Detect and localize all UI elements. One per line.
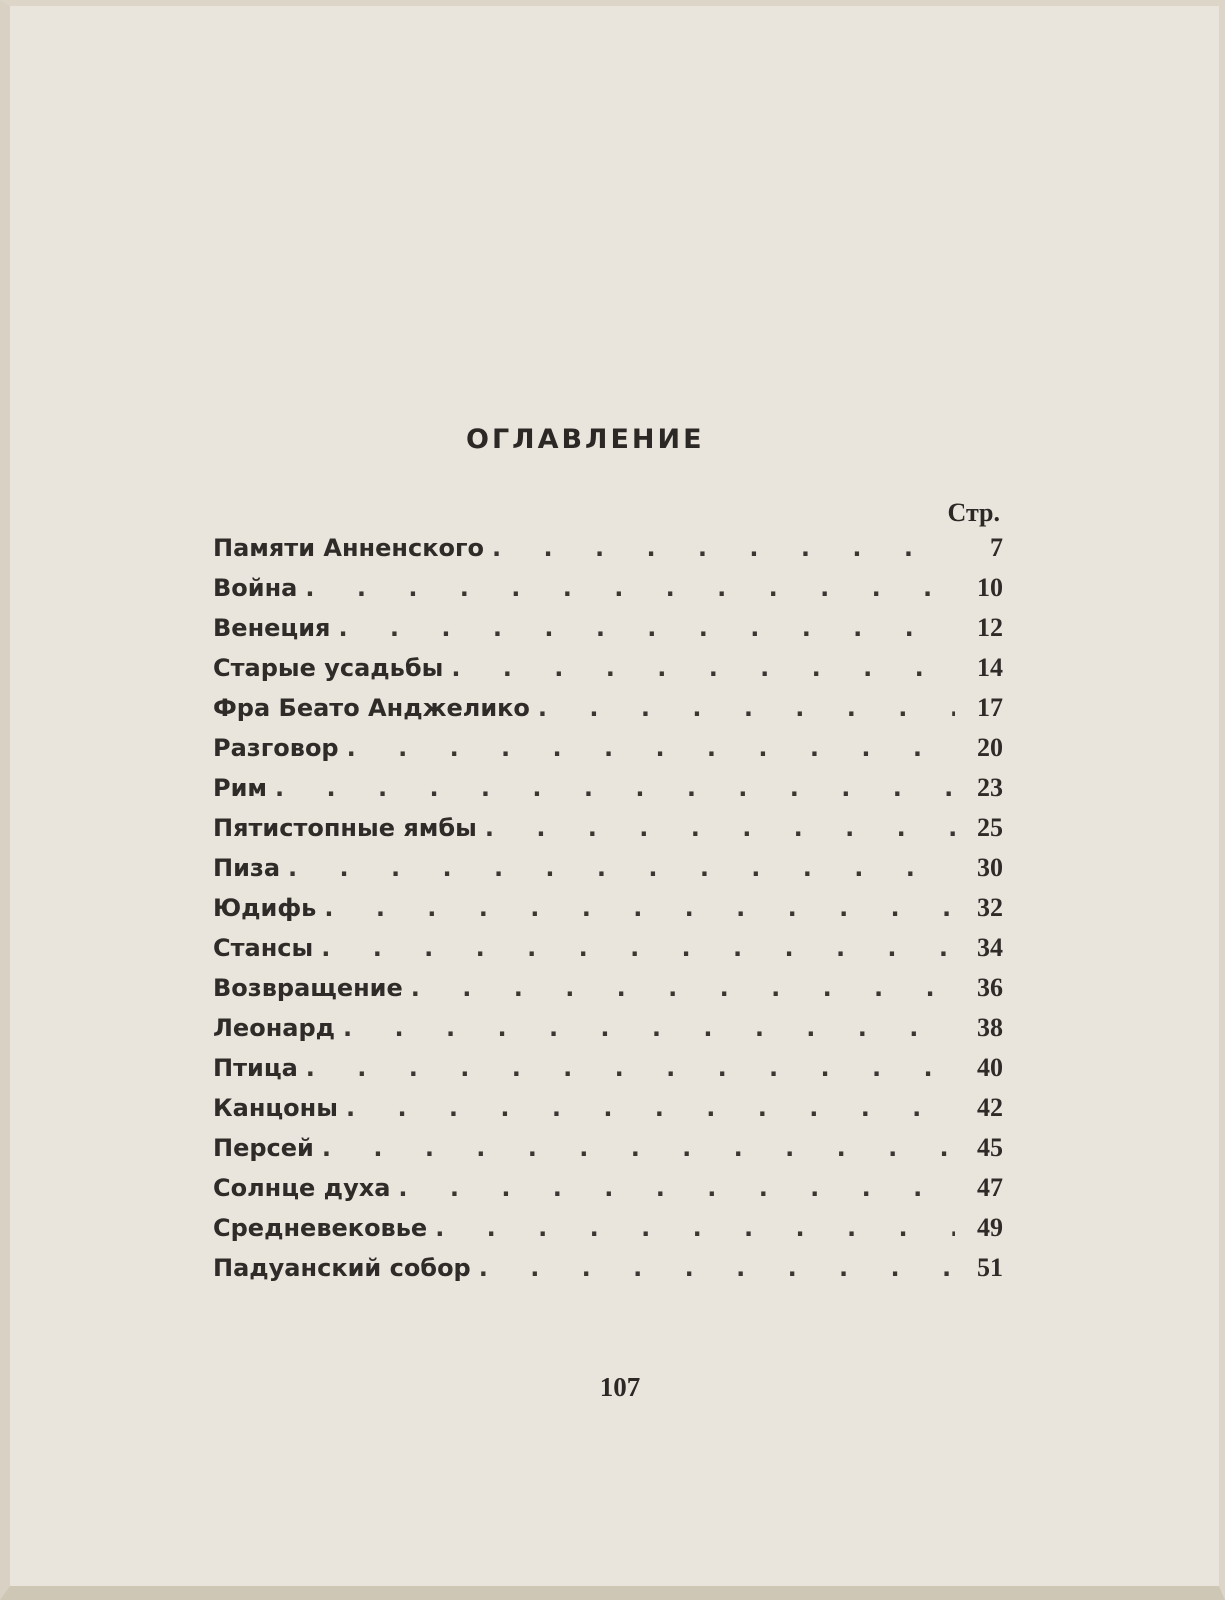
toc-entry-title: Фра Беато Анджелико <box>213 694 530 722</box>
page-column-label: Стр. <box>947 498 1000 527</box>
dot-leader <box>321 934 955 962</box>
toc-entry-page: 17 <box>977 693 1003 722</box>
toc-entry-title: Падуанский собор <box>213 1254 471 1282</box>
toc-entry <box>213 573 1003 613</box>
toc-entry-title: Разговор <box>213 734 339 762</box>
toc-entry-title: Средневековье <box>213 1214 428 1242</box>
toc-entry-page: 25 <box>977 813 1003 842</box>
toc-entry-page: 14 <box>977 653 1003 682</box>
toc-entry <box>213 1013 1003 1053</box>
toc-entry-title: Птица <box>213 1054 298 1082</box>
toc-entry <box>213 1093 1003 1133</box>
dot-leader <box>435 1214 955 1242</box>
toc-entry-page: 36 <box>977 973 1003 1002</box>
toc-entry-title: Старые усадьбы <box>213 654 444 682</box>
toc-entry-page: 34 <box>977 933 1003 962</box>
dot-leader <box>492 534 955 562</box>
toc-entry-title: Венеция <box>213 614 331 642</box>
toc-entry-title: Персей <box>213 1134 314 1162</box>
toc-entry-page: 51 <box>977 1253 1003 1282</box>
toc-entry-page: 30 <box>977 853 1003 882</box>
toc-entry-title: Пятистопные ямбы <box>213 814 477 842</box>
table-of-contents <box>213 533 1003 1293</box>
toc-entry-page: 38 <box>977 1013 1003 1042</box>
toc-entry-page: 45 <box>977 1133 1003 1162</box>
toc-entry-page: 7 <box>990 533 1003 562</box>
toc-entry-page: 32 <box>977 893 1003 922</box>
toc-entry <box>213 1133 1003 1173</box>
toc-entry-page: 49 <box>977 1213 1003 1242</box>
toc-entry-page: 40 <box>977 1053 1003 1082</box>
toc-entry-title: Леонард <box>213 1014 336 1042</box>
toc-entry-title: Рим <box>213 774 268 802</box>
dot-leader <box>322 1134 955 1162</box>
toc-entry-page: 47 <box>977 1173 1003 1202</box>
dot-leader <box>346 1094 955 1122</box>
dot-leader <box>347 734 955 762</box>
toc-entry <box>213 773 1003 813</box>
toc-entry-title: Юдифь <box>213 894 317 922</box>
toc-entry-title: Пиза <box>213 854 281 882</box>
toc-entry <box>213 693 1003 733</box>
dot-leader <box>338 614 955 642</box>
toc-entry-page: 42 <box>977 1093 1003 1122</box>
toc-entry <box>213 613 1003 653</box>
dot-leader <box>398 1174 955 1202</box>
dot-leader <box>275 774 955 802</box>
toc-entry-title: Канцоны <box>213 1094 338 1122</box>
dot-leader <box>324 894 955 922</box>
toc-entry <box>213 1253 1003 1293</box>
toc-entry-page: 12 <box>977 613 1003 642</box>
toc-entry <box>213 893 1003 933</box>
dot-leader <box>343 1014 955 1042</box>
toc-entry <box>213 813 1003 853</box>
toc-entry-page: 20 <box>977 733 1003 762</box>
dot-leader <box>479 1254 955 1282</box>
toc-entry-title: Солнце духа <box>213 1174 391 1202</box>
toc-entry-page: 23 <box>977 773 1003 802</box>
toc-entry <box>213 933 1003 973</box>
toc-entry <box>213 853 1003 893</box>
dot-leader <box>305 574 955 602</box>
toc-entry-title: Стансы <box>213 934 314 962</box>
dot-leader <box>538 694 955 722</box>
toc-entry-title: Война <box>213 574 298 602</box>
toc-entry-title: Памяти Анненского <box>213 534 485 562</box>
toc-entry <box>213 1213 1003 1253</box>
toc-heading: ОГЛАВЛЕНИЕ <box>466 424 705 455</box>
toc-entry-title: Возвращение <box>213 974 403 1002</box>
toc-entry <box>213 1053 1003 1093</box>
toc-entry <box>213 973 1003 1013</box>
dot-leader <box>411 974 955 1002</box>
dot-leader <box>485 814 955 842</box>
toc-entry-page: 10 <box>977 573 1003 602</box>
toc-entry <box>213 1173 1003 1213</box>
dot-leader <box>288 854 955 882</box>
toc-entry <box>213 733 1003 773</box>
dot-leader <box>451 654 955 682</box>
dot-leader <box>306 1054 955 1082</box>
toc-entry <box>213 533 1003 573</box>
toc-entry <box>213 653 1003 693</box>
page-number: 107 <box>599 1372 641 1402</box>
